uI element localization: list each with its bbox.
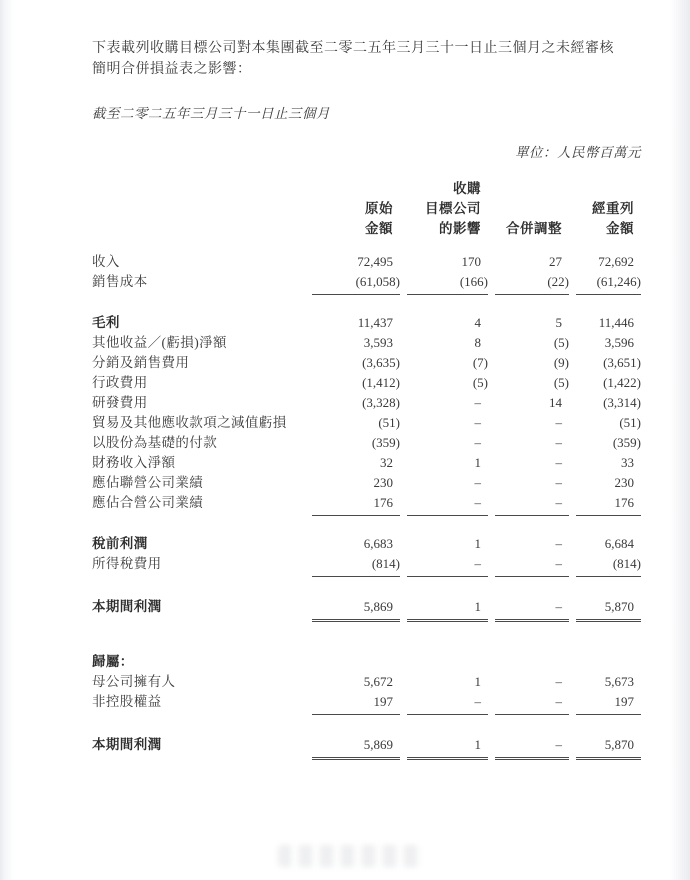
value-cell: – xyxy=(488,493,569,516)
value-cell: 32 xyxy=(380,455,393,470)
value-cell: (1,422) xyxy=(603,375,641,390)
value-cell: (1,412) xyxy=(362,375,400,390)
table-row xyxy=(92,272,641,295)
table-row xyxy=(92,353,641,373)
value-cell: – xyxy=(474,475,481,490)
table-row xyxy=(92,672,641,692)
table-header-row xyxy=(92,179,641,239)
table-gap xyxy=(92,577,641,597)
table-row xyxy=(92,393,641,413)
value-cell: (5) xyxy=(553,375,569,390)
value-cell: 197 xyxy=(569,692,641,715)
table-row xyxy=(92,646,641,672)
value-cell: – xyxy=(474,435,481,450)
value-cell: (814) xyxy=(569,554,641,577)
row-label: 以股份為基礎的付款 xyxy=(92,435,218,450)
table-row xyxy=(92,554,641,577)
value-cell: (3,314) xyxy=(603,395,641,410)
table-row xyxy=(92,313,641,333)
row-label: 財務收入淨額 xyxy=(92,455,176,470)
value-cell: – xyxy=(474,395,481,410)
table-row xyxy=(92,692,641,715)
column-header-0: 原始 金額 xyxy=(365,201,393,236)
table-row xyxy=(92,597,641,622)
value-cell: (5) xyxy=(472,375,488,390)
value-cell: – xyxy=(488,554,569,577)
value-cell: – xyxy=(488,597,569,622)
value-cell: 27 xyxy=(549,254,562,269)
value-cell xyxy=(569,646,641,666)
value-cell: – xyxy=(555,475,562,490)
row-label: 研發費用 xyxy=(92,395,148,410)
value-cell: (9) xyxy=(553,355,569,370)
value-cell: 72,692 xyxy=(598,254,634,269)
row-label: 歸屬： xyxy=(92,654,134,669)
value-cell: – xyxy=(555,415,562,430)
column-header-1: 收購 目標公司 的影響 xyxy=(425,181,481,236)
row-label: 所得稅費用 xyxy=(92,556,162,571)
value-cell xyxy=(400,646,488,666)
value-cell: – xyxy=(555,455,562,470)
table-row xyxy=(92,493,641,516)
value-cell: 1 xyxy=(400,597,488,622)
table-row xyxy=(92,473,641,493)
row-label: 本期間利潤 xyxy=(92,599,162,614)
table-row xyxy=(92,252,641,272)
value-cell: 230 xyxy=(373,475,393,490)
value-cell: 6,684 xyxy=(604,536,634,551)
table-gap xyxy=(92,622,641,646)
table-body xyxy=(92,252,641,760)
value-cell: (61,246) xyxy=(569,272,641,295)
row-label: 貿易及其他應收款項之減值虧損 xyxy=(92,415,287,430)
row-label: 分銷及銷售費用 xyxy=(92,355,190,370)
value-cell: (22) xyxy=(488,272,569,295)
value-cell: – xyxy=(488,735,569,760)
period-caption: 截至二零二五年三月三十一日止三個月 xyxy=(92,106,330,121)
row-label: 收入 xyxy=(92,254,120,269)
value-cell: 197 xyxy=(305,692,400,715)
table-row xyxy=(92,333,641,353)
row-label: 應佔合營公司業績 xyxy=(92,495,204,510)
row-label: 銷售成本 xyxy=(92,274,148,289)
value-cell: 5,870 xyxy=(569,735,641,760)
value-cell: 5,673 xyxy=(604,674,634,689)
value-cell: – xyxy=(400,493,488,516)
value-cell: 72,495 xyxy=(357,254,393,269)
value-cell: (5) xyxy=(553,335,569,350)
row-label: 本期間利潤 xyxy=(92,737,162,752)
value-cell: 5,870 xyxy=(569,597,641,622)
value-cell: 4 xyxy=(474,315,481,330)
value-cell: 1 xyxy=(400,735,488,760)
value-cell: (3,651) xyxy=(603,355,641,370)
unit-caption: 單位：人民幣百萬元 xyxy=(515,145,641,160)
value-cell: (359) xyxy=(612,435,641,450)
table-gap xyxy=(92,516,641,534)
column-header-3: 經重列 金額 xyxy=(592,201,634,236)
value-cell: 3,596 xyxy=(604,335,634,350)
table-row xyxy=(92,735,641,760)
row-label: 應佔聯營公司業績 xyxy=(92,475,204,490)
value-cell: (166) xyxy=(400,272,488,295)
value-cell: 11,446 xyxy=(598,315,634,330)
row-label: 稅前利潤 xyxy=(92,536,148,551)
value-cell: 176 xyxy=(569,493,641,516)
value-cell xyxy=(488,646,569,666)
value-cell: 1 xyxy=(474,674,481,689)
column-header-2: 合併調整 xyxy=(506,221,562,236)
value-cell: 6,683 xyxy=(363,536,393,551)
value-cell: (359) xyxy=(371,435,400,450)
intro-line-2: 簡明合併損益表之影響： xyxy=(92,62,252,77)
value-cell: – xyxy=(555,674,562,689)
row-label: 非控股權益 xyxy=(92,694,162,709)
intro-line-1: 下表載列收購目標公司對本集團截至二零二五年三月三十一日止三個月之未經審核 xyxy=(92,41,614,56)
value-cell: – xyxy=(555,536,562,551)
value-cell: 5,869 xyxy=(305,735,400,760)
value-cell: (61,058) xyxy=(305,272,400,295)
table-row xyxy=(92,413,641,433)
table-row xyxy=(92,534,641,554)
value-cell: (51) xyxy=(378,415,400,430)
value-cell: 230 xyxy=(614,475,634,490)
value-cell: – xyxy=(488,692,569,715)
table-row xyxy=(92,453,641,473)
intro-paragraph xyxy=(92,38,641,80)
table-row xyxy=(92,433,641,453)
value-cell: 1 xyxy=(474,455,481,470)
value-cell: 170 xyxy=(461,254,481,269)
value-cell: – xyxy=(400,692,488,715)
value-cell xyxy=(305,646,400,666)
value-cell: (3,635) xyxy=(362,355,400,370)
value-cell: (7) xyxy=(472,355,488,370)
value-cell: (3,328) xyxy=(362,395,400,410)
value-cell: 5,869 xyxy=(305,597,400,622)
table-row xyxy=(92,373,641,393)
value-cell: 176 xyxy=(305,493,400,516)
value-cell: (814) xyxy=(305,554,400,577)
value-cell: – xyxy=(474,415,481,430)
value-cell: – xyxy=(400,554,488,577)
table-gap xyxy=(92,295,641,313)
value-cell: 33 xyxy=(621,455,634,470)
value-cell: 3,593 xyxy=(363,335,393,350)
faint-watermark xyxy=(278,845,423,867)
value-cell: 1 xyxy=(474,536,481,551)
row-label: 毛利 xyxy=(92,315,120,330)
page-content xyxy=(92,38,641,760)
value-cell: 8 xyxy=(474,335,481,350)
value-cell: 14 xyxy=(549,395,562,410)
value-cell: 11,437 xyxy=(357,315,393,330)
value-cell: – xyxy=(555,435,562,450)
value-cell: 5,672 xyxy=(363,674,393,689)
value-cell: (51) xyxy=(619,415,641,430)
row-label: 其他收益／(虧損)淨額 xyxy=(92,335,227,350)
row-label: 母公司擁有人 xyxy=(92,674,176,689)
income-statement-table xyxy=(92,179,641,760)
row-label: 行政費用 xyxy=(92,375,148,390)
table-gap xyxy=(92,715,641,735)
value-cell: 5 xyxy=(555,315,562,330)
